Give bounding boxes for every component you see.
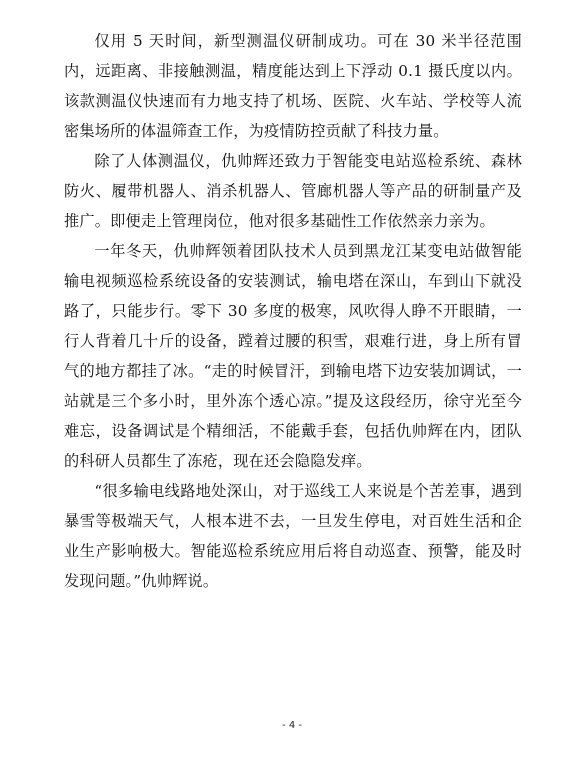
article-body bbox=[64, 26, 522, 596]
paragraph-other-products: 除了人体测温仪，仇帅辉还致力于智能变电站巡检系统、森林防火、履带机器人、消杀机器人、管廊机器人等产品的研制量产及推广。即便走上管理岗位，他对很多基础性工作依然亲力亲为。 bbox=[64, 152, 522, 230]
page-number: - 4 - bbox=[282, 720, 302, 731]
paragraph-thermometer: 仅用 5 天时间，新型测温仪研制成功。可在 30 米半径范围内，远距离、非接触测温，精度能达到上下浮动 0.1 摄氏度以内。该款测温仪快速而有力地支持了机场、医院、火车站、学校等人流密集场所的体温筛查工作，为疫情防控贡献了科技力量。 bbox=[64, 32, 522, 140]
paragraph-quote: “很多输电线路地处深山，对于巡线工人来说是个苦差事，遇到暴雪等极端天气，人根本进不去，一旦发生停电，对百姓生活和企业生产影响极大。智能巡检系统应用后将自动巡查、预警，能及时发现问题。”仇帅辉说。 bbox=[64, 482, 522, 590]
paragraph-winter-story: 一年冬天，仇帅辉领着团队技术人员到黑龙江某变电站做智能输电视频巡检系统设备的安装测试，输电塔在深山，车到山下就没路了，只能步行。零下 30 多度的极寒，风吹得人睁不开眼睛，一行人背着几十斤的设备，蹚着过腰的积雪，艰难行进，身上所有冒气的地方都挂了冰。“走的时候冒汗，到输电塔下边安装加调试，一站就是三个多小时，里外冻个透心凉。”提及这段经历，徐守光至今难忘，设备调试是个精细活，不能戴手套，包括仇帅辉在内，团队的科研人员都生了冻疮，现在还会隐隐发痒。 bbox=[64, 242, 522, 470]
